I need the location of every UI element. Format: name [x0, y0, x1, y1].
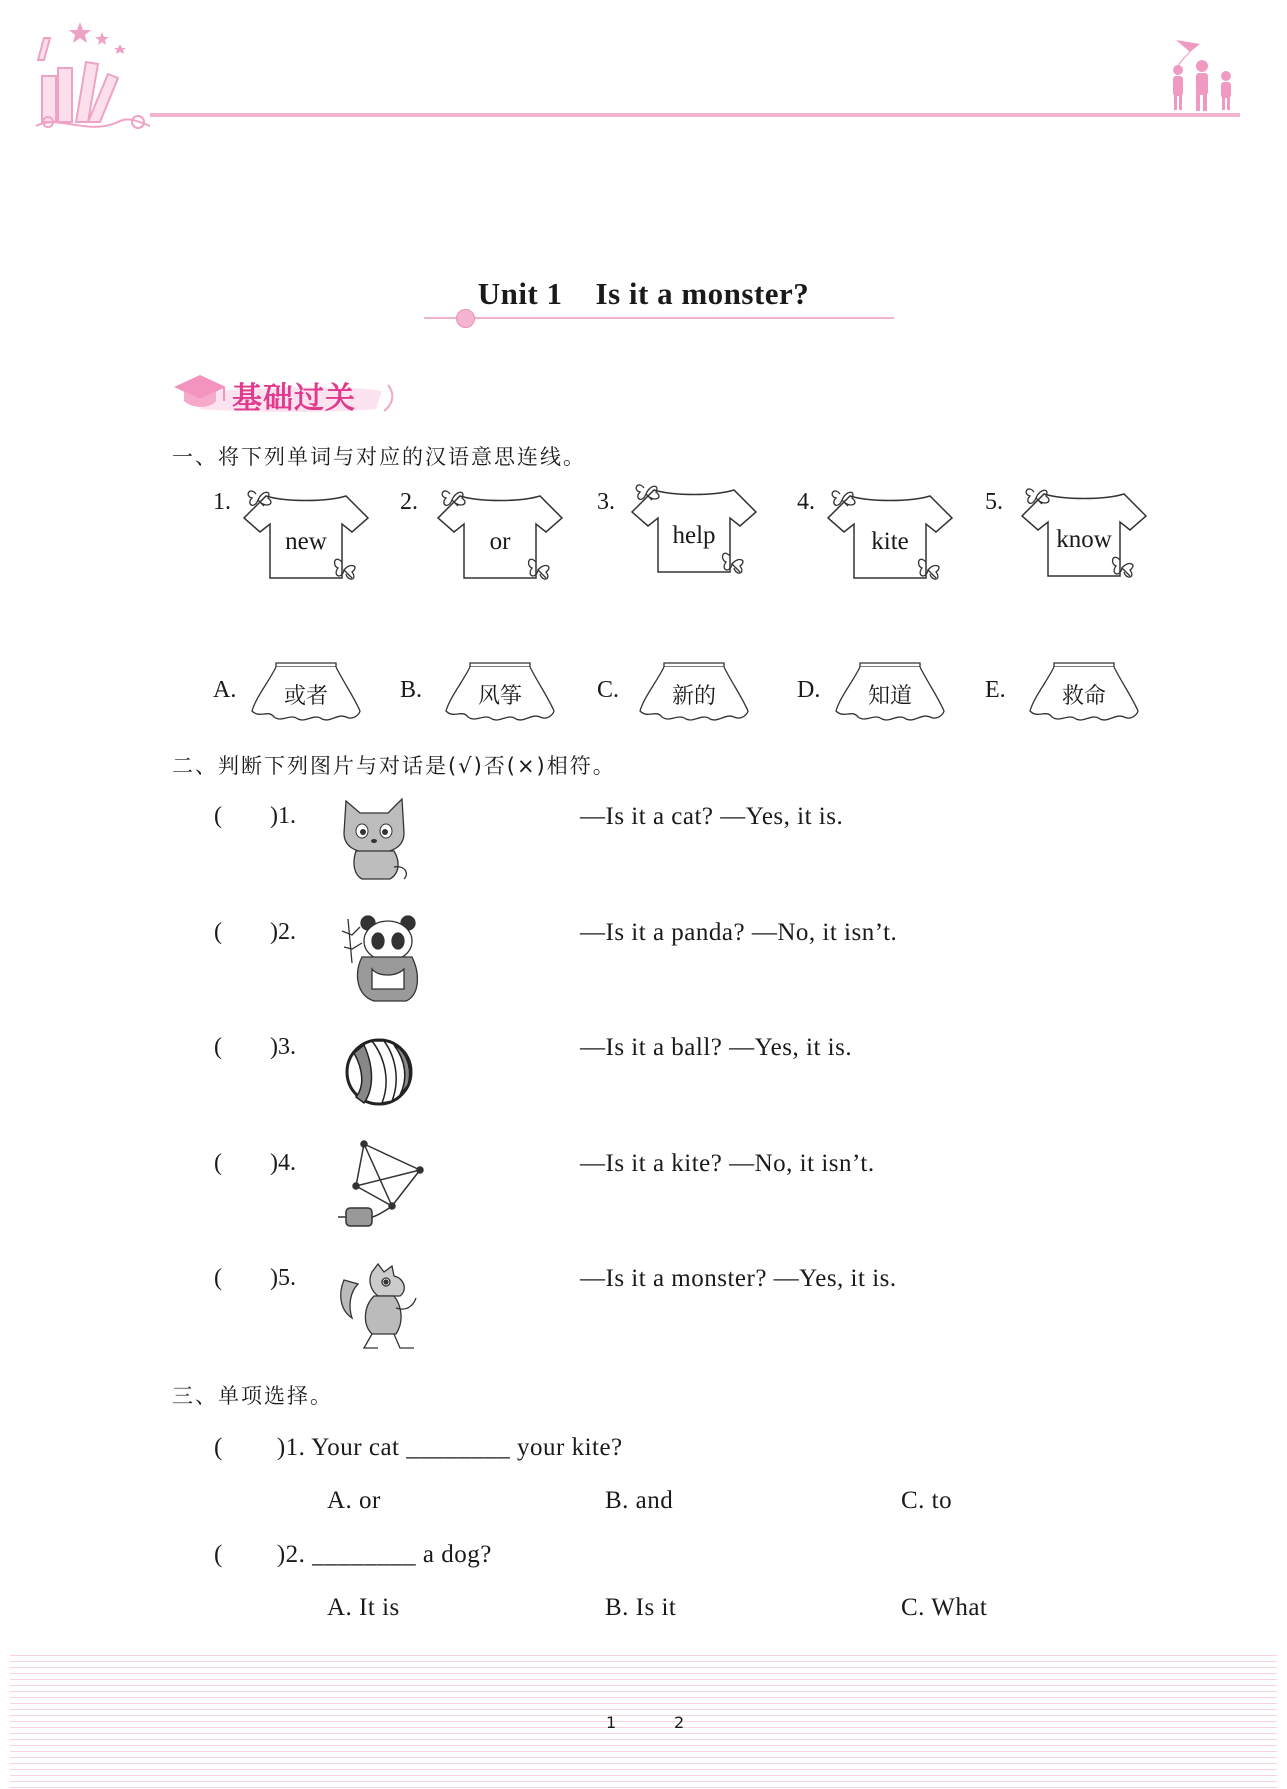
monster-icon [334, 1262, 424, 1352]
dialog-text: —Is it a ball? —Yes, it is. [580, 1034, 853, 1061]
skirt-card [834, 659, 946, 725]
shirt-card [826, 484, 954, 584]
choice-option-c[interactable]: C. What [901, 1594, 988, 1621]
header-rule [150, 113, 1240, 117]
meaning-label: 救命 [1061, 684, 1106, 709]
choice-option-b[interactable]: B. Is it [605, 1594, 677, 1621]
footer-band [10, 1655, 1277, 1789]
meaning-label: 风筝 [477, 684, 522, 709]
shirt-card [436, 484, 564, 584]
word-label: or [489, 528, 511, 555]
book-stack-icon [28, 18, 158, 136]
word-number: 3. [597, 489, 615, 515]
answer-blank[interactable]: ( )5. [214, 1265, 296, 1291]
answer-blank[interactable]: ( )3. [214, 1034, 296, 1060]
dialog-text: —Is it a panda? —No, it isn’t. [580, 919, 898, 946]
page-title: Unit 1 Is it a monster? [477, 276, 810, 311]
word-number: 5. [985, 489, 1003, 515]
title-underline [424, 317, 894, 319]
meaning-label: 知道 [867, 684, 912, 709]
word-label: kite [871, 528, 909, 555]
meaning-label: 新的 [671, 684, 716, 709]
word-number: 4. [797, 489, 815, 515]
page-number-right: 2 [674, 1713, 685, 1732]
choice-option-c[interactable]: C. to [901, 1487, 953, 1514]
answer-blank[interactable]: ( )1. [214, 803, 296, 829]
question-1-heading: 一、将下列单词与对应的汉语意思连线。 [172, 445, 586, 469]
dialog-text: —Is it a monster? —Yes, it is. [580, 1265, 897, 1292]
shirt-card [630, 478, 758, 578]
meaning-letter: D. [797, 677, 821, 703]
panda-icon [334, 913, 418, 1005]
choice-question: ( )1. Your cat ________ your kite? [214, 1434, 623, 1461]
word-label: new [285, 528, 327, 555]
choice-option-b[interactable]: B. and [605, 1487, 674, 1514]
meaning-letter: A. [213, 677, 237, 703]
skirt-card [1028, 659, 1140, 725]
title-dot [456, 309, 475, 328]
word-number: 1. [213, 489, 231, 515]
shirt-card [242, 484, 370, 584]
dialog-text: —Is it a kite? —No, it isn’t. [580, 1150, 875, 1177]
shirt-card [1020, 482, 1148, 582]
cat-icon [338, 793, 412, 883]
word-label: help [672, 522, 716, 549]
answer-blank[interactable]: ( )2. [214, 919, 296, 945]
skirt-card [444, 659, 556, 725]
word-label: know [1056, 526, 1112, 553]
banner-label: 基础过关 [232, 381, 356, 416]
meaning-letter: B. [400, 677, 423, 703]
section-banner [170, 369, 398, 415]
word-number: 2. [400, 489, 418, 515]
choice-option-a[interactable]: A. It is [327, 1594, 400, 1621]
skirt-card [638, 659, 750, 725]
meaning-letter: E. [985, 677, 1006, 703]
page-number-left: 1 [606, 1713, 617, 1732]
answer-blank[interactable]: ( )4. [214, 1150, 296, 1176]
meaning-letter: C. [597, 677, 620, 703]
ball-icon [344, 1037, 414, 1107]
kite-icon [336, 1140, 424, 1232]
skirt-card [250, 659, 362, 725]
choice-question: ( )2. ________ a dog? [214, 1541, 492, 1568]
dialog-text: —Is it a cat? —Yes, it is. [580, 803, 844, 830]
choice-option-a[interactable]: A. or [327, 1487, 381, 1514]
children-kite-icon [1150, 36, 1246, 116]
question-3-heading: 三、单项选择。 [172, 1384, 333, 1408]
meaning-label: 或者 [283, 684, 328, 709]
question-2-heading: 二、判断下列图片与对话是(√)否(×)相符。 [172, 754, 616, 778]
